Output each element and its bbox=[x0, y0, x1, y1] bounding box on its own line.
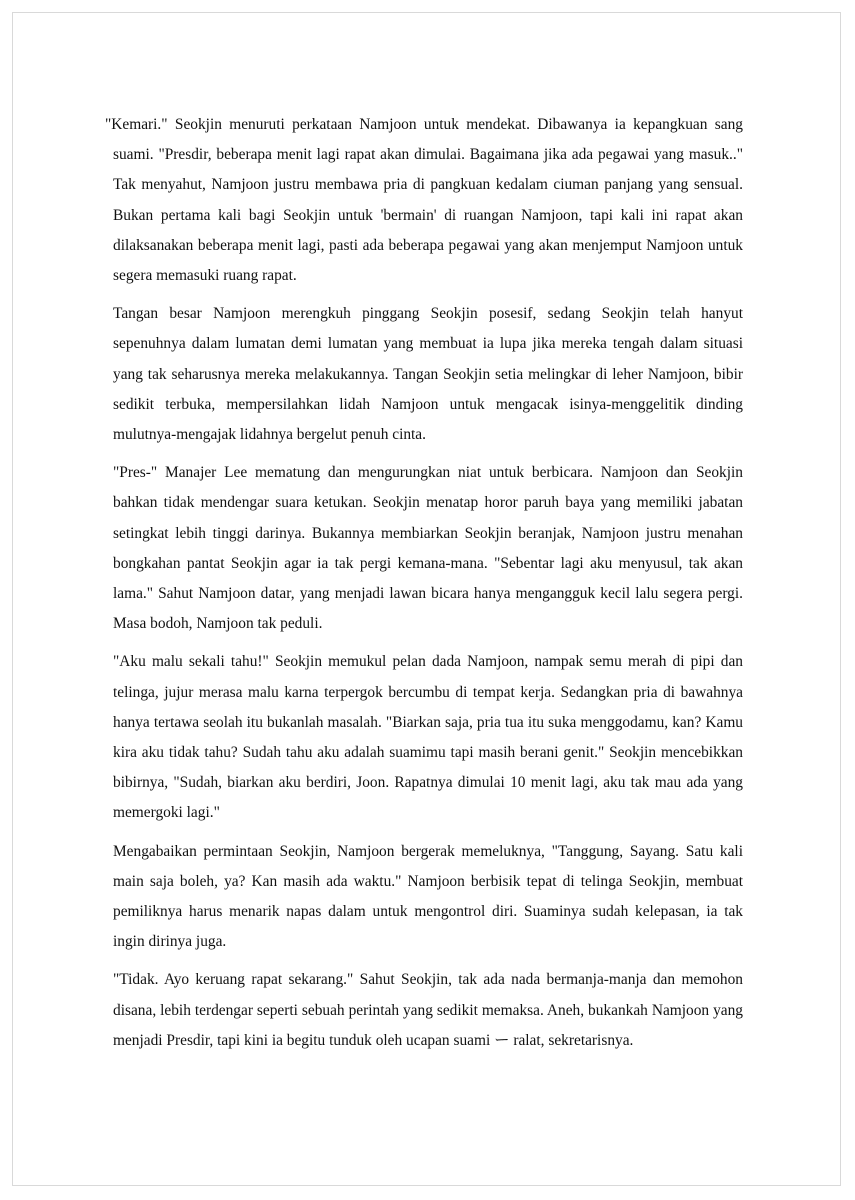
document-body bbox=[105, 110, 743, 1064]
paragraph: "Kemari." Seokjin menuruti perkataan Namjoon untuk mendekat. Dibawanya ia kepangkuan sang suami. "Presdir, beberapa menit lagi rapat akan dimulai. Bagaimana jika ada pegawai yang masuk.." Tak menyahut, Namjoon justru membawa pria di pangkuan kedalam ciuman panjang yang sensual. Bukan pertama kali bagi Seokjin untuk 'bermain' di ruangan Namjoon, tapi kali ini rapat akan dilaksanakan beberapa menit lagi, pasti ada beberapa pegawai yang akan menjemput Namjoon untuk segera memasuki ruang rapat. bbox=[105, 116, 743, 285]
paragraph: Tangan besar Namjoon merengkuh pinggang Seokjin posesif, sedang Seokjin telah hanyut sepenuhnya dalam lumatan demi lumatan yang membuat ia lupa jika mereka tengah dalam situasi yang tak seharusnya mereka melakukannya. Tangan Seokjin setia melingkar di leher Namjoon, bibir sedikit terbuka, mempersilahkan lidah Namjoon untuk mengacak isinya-menggelitik dinding mulutnya-mengajak lidahnya bergelut penuh cinta. bbox=[113, 305, 743, 444]
paragraph: "Aku malu sekali tahu!" Seokjin memukul pelan dada Namjoon, nampak semu merah di pipi dan telinga, jujur merasa malu karna terpergok bercumbu di tempat kerja. Sedangkan pria di bawahnya hanya tertawa seolah itu bukanlah masalah. "Biarkan saja, pria tua itu suka menggodamu, kan? Kamu kira aku tidak tahu? Sudah tahu aku adalah suamimu tapi masih berani genit." Seokjin mencebikkan bibirnya, "Sudah, biarkan aku berdiri, Joon. Rapatnya dimulai 10 menit lagi, aku tak mau ada yang memergoki lagi." bbox=[113, 653, 743, 822]
paragraph: "Tidak. Ayo keruang rapat sekarang." Sahut Seokjin, tak ada nada bermanja-manja dan memohon disana, lebih terdengar seperti sebuah perintah yang sedikit memaksa. Aneh, bukankah Namjoon yang menjadi Presdir, tapi kini ia begitu tunduk oleh ucapan suami ー ralat, sekretarisnya. bbox=[113, 971, 743, 1049]
paragraph: Mengabaikan permintaan Seokjin, Namjoon bergerak memeluknya, "Tanggung, Sayang. Satu kali main saja boleh, ya? Kan masih ada waktu." Namjoon berbisik tepat di telinga Seokjin, membuat pemiliknya harus menarik napas dalam untuk mengontrol diri. Suaminya sudah kelepasan, ia tak ingin dirinya juga. bbox=[113, 842, 743, 951]
paragraph: "Pres-" Manajer Lee mematung dan mengurungkan niat untuk berbicara. Namjoon dan Seokjin bahkan tidak mendengar suara ketukan. Seokjin menatap horor paruh baya yang memiliki jabatan setingkat lebih tinggi darinya. Bukannya membiarkan Seokjin beranjak, Namjoon justru menahan bongkahan pantat Seokjin agar ia tak pergi kemana-mana. "Sebentar lagi aku menyusul, tak akan lama." Sahut Namjoon datar, yang menjadi lawan bicara hanya mengangguk kecil lalu segera pergi. Masa bodoh, Namjoon tak peduli. bbox=[113, 464, 743, 633]
document-page bbox=[12, 12, 841, 1186]
